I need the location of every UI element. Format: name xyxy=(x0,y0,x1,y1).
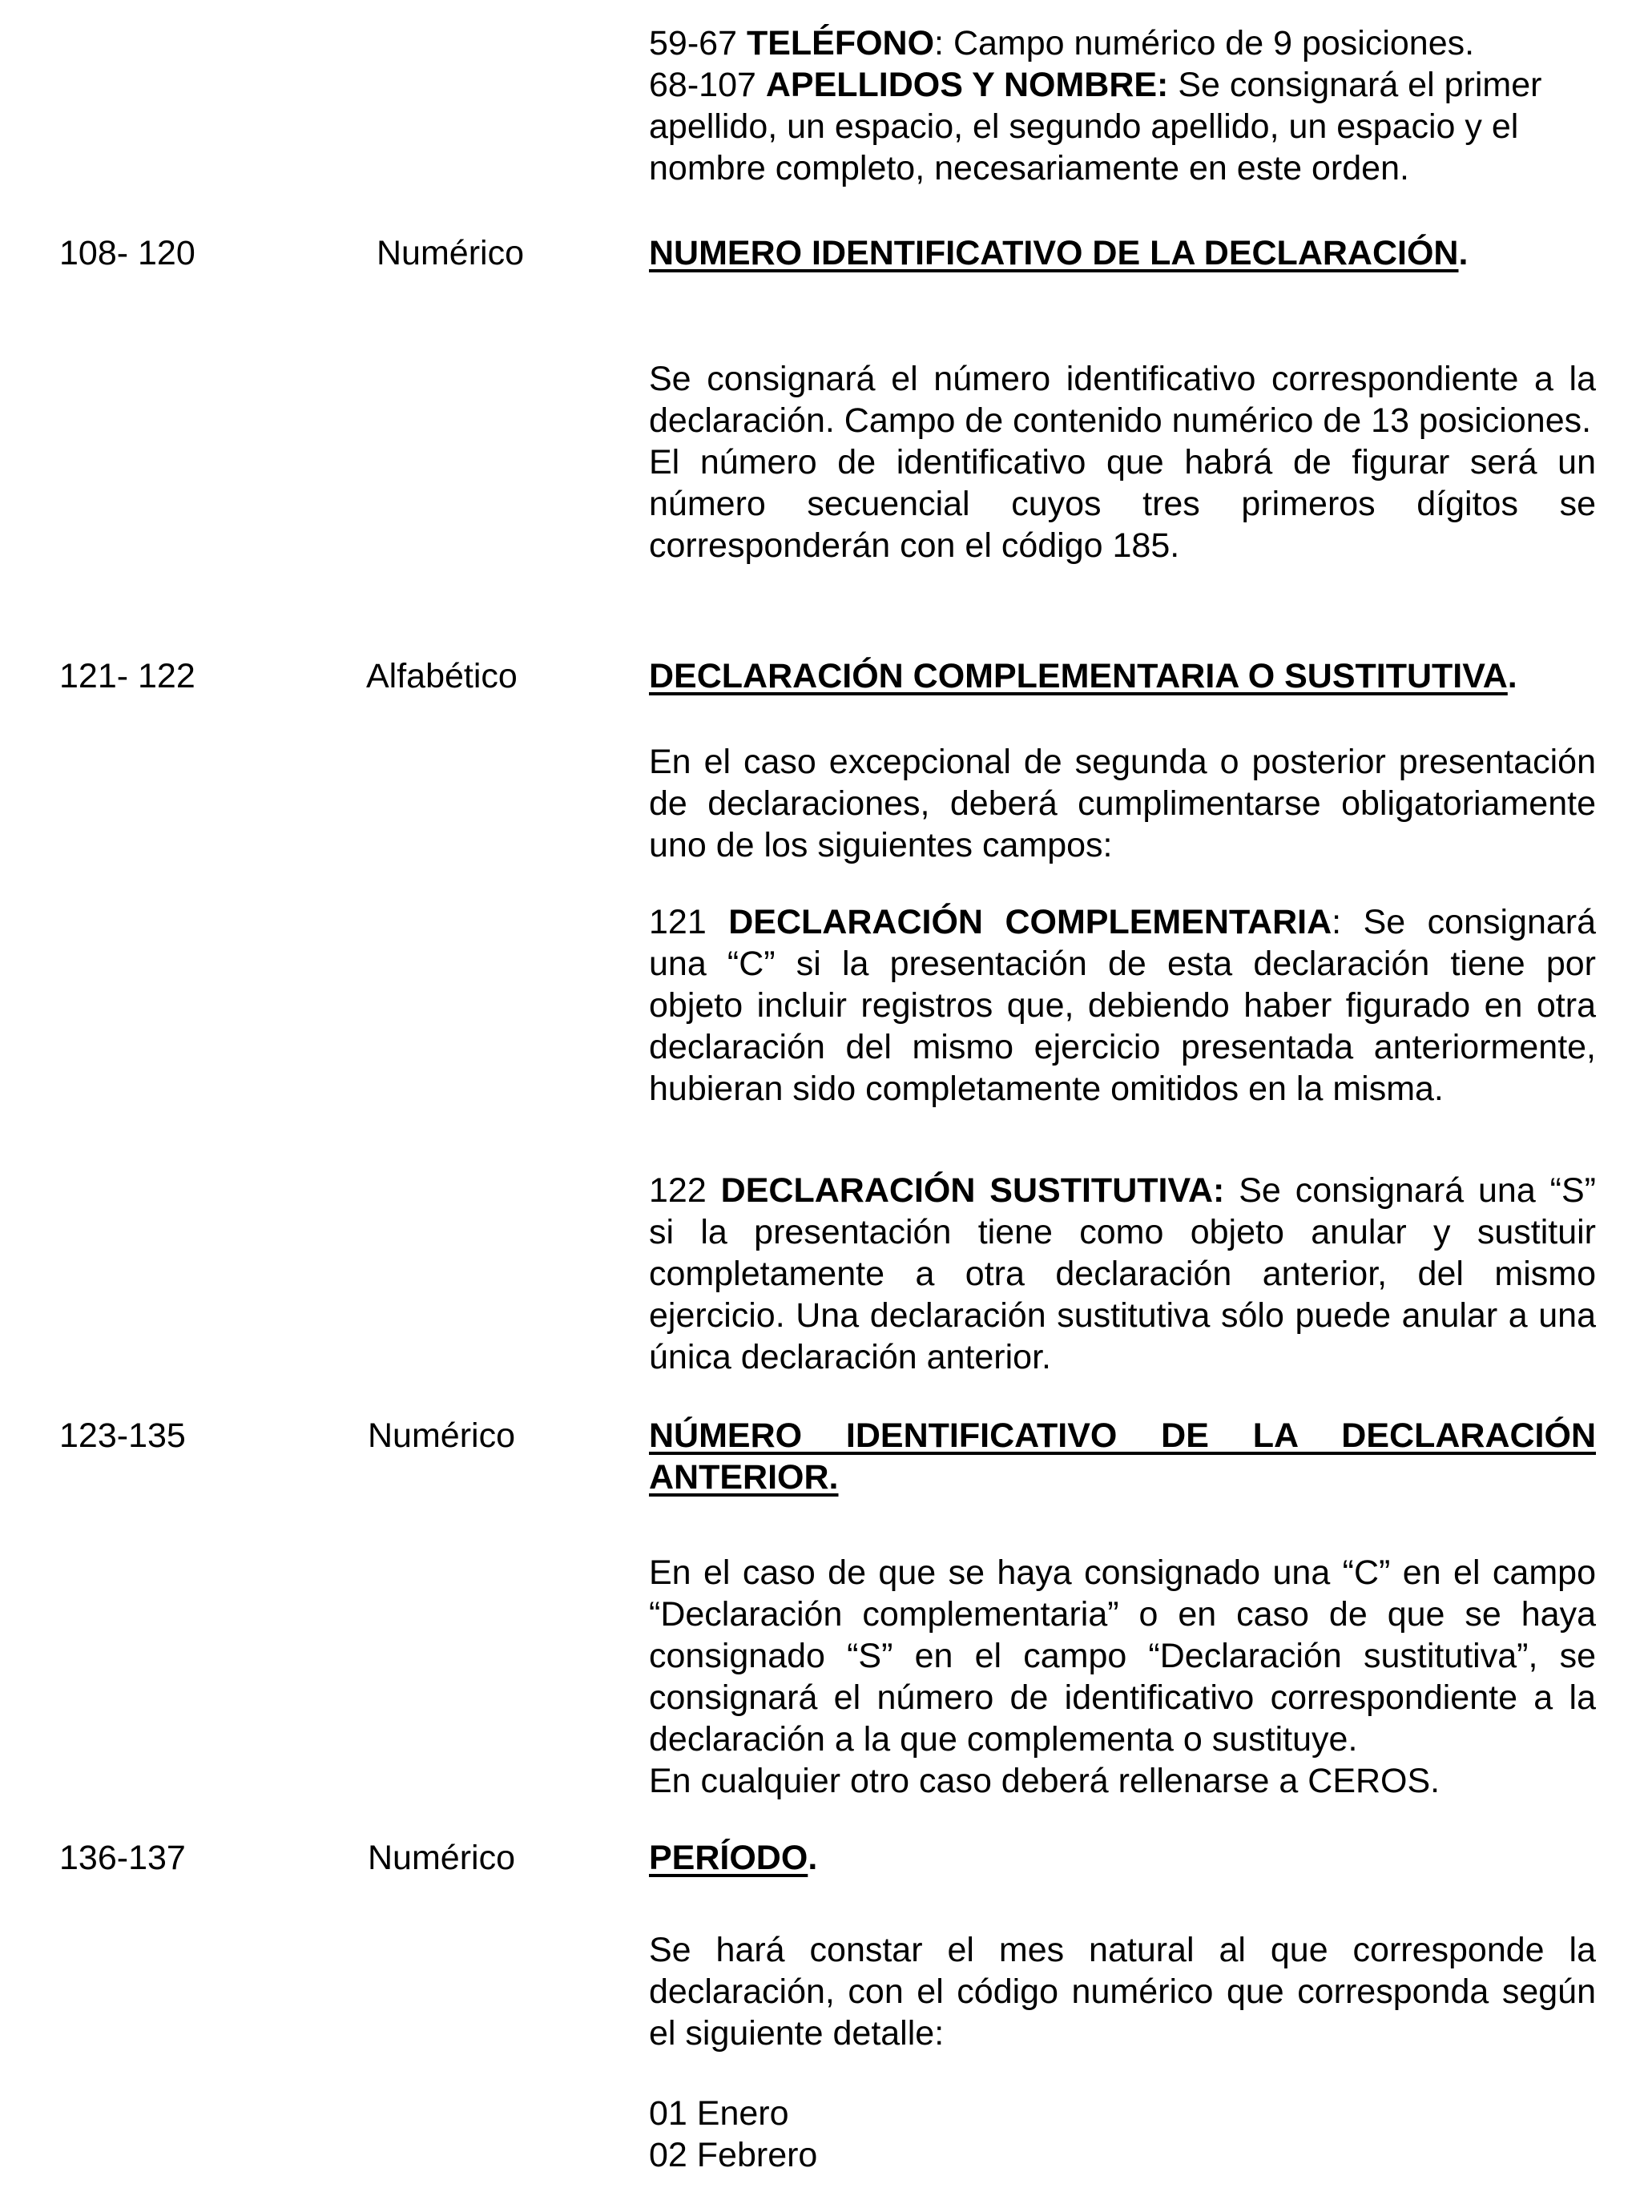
paragraph: Se consignará el número identificativo correspondiente a la declaración. Campo de contenido numérico de 13 posiciones. xyxy=(649,360,1596,440)
subfield-text: Se consignará una “S” si la presentación tiene como objeto anular y sustituir completamente a otra declaración anterior, del mismo ejercicio. Una declaración sustitutiva sólo puede anular a una única declaración anterior. xyxy=(649,1171,1596,1376)
subfield-complementaria xyxy=(649,901,1596,1110)
field-description: Se consignará el primer apellido, un espacio, el segundo apellido, un espacio y el nombre completo, necesariamente en este orden. xyxy=(649,66,1542,187)
month-item: 01 Enero xyxy=(649,2094,789,2133)
field-position: 136-137 xyxy=(59,1839,186,1877)
field-title-text: NÚMERO IDENTIFICATIVO DE LA DECLARACIÓN ANTERIOR. xyxy=(649,1416,1596,1497)
subfield-text: : Se consignará una “C” si la presentación de esta declaración tiene por objeto incluir registros que, debiendo haber figurado en otra declaración del mismo ejercicio presentada anteriormente, hubieran sido completamente omitidos en la misma. xyxy=(649,903,1597,1108)
field-title xyxy=(649,1837,1596,1879)
paragraph: El número de identificativo que habrá de figurar será un número secuencial cuyos tres primeros dígitos se corresponderán con el código 185. xyxy=(649,443,1596,565)
field-type: Alfabético xyxy=(366,657,518,695)
field-title-text: NUMERO IDENTIFICATIVO DE LA DECLARACIÓN xyxy=(649,234,1459,272)
subfield-sustitutiva xyxy=(649,1170,1596,1378)
month-item: 02 Febrero xyxy=(649,2136,818,2174)
field-label: APELLIDOS Y NOMBRE: xyxy=(765,66,1169,104)
field-description xyxy=(649,1552,1596,1802)
telefono-line xyxy=(649,22,1596,64)
field-label: TELÉFONO xyxy=(746,24,935,62)
field-title-paragraph xyxy=(649,1415,1596,1498)
field-title-suffix: . xyxy=(1507,657,1517,695)
field-type: Numérico xyxy=(368,1416,515,1455)
field-code: 59-67 xyxy=(649,24,737,62)
paragraph: En el caso de que se haya consignado una “C” en el campo “Declaración complementaria” o en caso de que se haya consignado “S” en el campo “Declaración sustitutiva”, se consignará el número de identificativo correspondiente a la declaración a la que complementa o sustituye. xyxy=(649,1553,1596,1759)
paragraph: En el caso excepcional de segunda o posterior presentación de declaraciones, deberá cumplimentarse obligatoriamente uno de los siguientes campos: xyxy=(649,743,1596,864)
field-type: Numérico xyxy=(377,234,524,272)
subfield-label: DECLARACIÓN COMPLEMENTARIA xyxy=(728,903,1332,941)
paragraph: Se hará constar el mes natural al que corresponde la declaración, con el código numérico que corresponda según el siguiente detalle: xyxy=(649,1931,1596,2053)
field-description xyxy=(649,741,1596,866)
subfield-paragraph xyxy=(649,901,1596,1110)
field-title xyxy=(649,232,1596,274)
subfield-code: 122 xyxy=(649,1171,707,1210)
apellidos-line xyxy=(649,64,1596,189)
field-title-text: PERÍODO xyxy=(649,1839,808,1877)
field-code: 68-107 xyxy=(649,66,756,104)
field-description xyxy=(649,358,1596,566)
field-title-suffix: . xyxy=(808,1839,818,1877)
field-description: : Campo numérico de 9 posiciones. xyxy=(934,24,1475,62)
field-type: Numérico xyxy=(368,1839,515,1877)
field-position: 123-135 xyxy=(59,1416,186,1455)
field-title xyxy=(649,1415,1596,1498)
field-position: 108- 120 xyxy=(59,234,195,272)
field-title-suffix: . xyxy=(1458,234,1469,272)
field-position: 121- 122 xyxy=(59,657,195,695)
month-list xyxy=(649,2093,1596,2176)
field-description xyxy=(649,1929,1596,2054)
subfield-paragraph xyxy=(649,1170,1596,1378)
field-title-text: DECLARACIÓN COMPLEMENTARIA O SUSTITUTIVA xyxy=(649,657,1508,695)
subfield-code: 121 xyxy=(649,903,707,941)
field-title xyxy=(649,655,1596,697)
intro-block xyxy=(649,22,1596,189)
subfield-label: DECLARACIÓN SUSTITUTIVA: xyxy=(720,1171,1225,1210)
paragraph: En cualquier otro caso deberá rellenarse a CEROS. xyxy=(649,1762,1440,1800)
